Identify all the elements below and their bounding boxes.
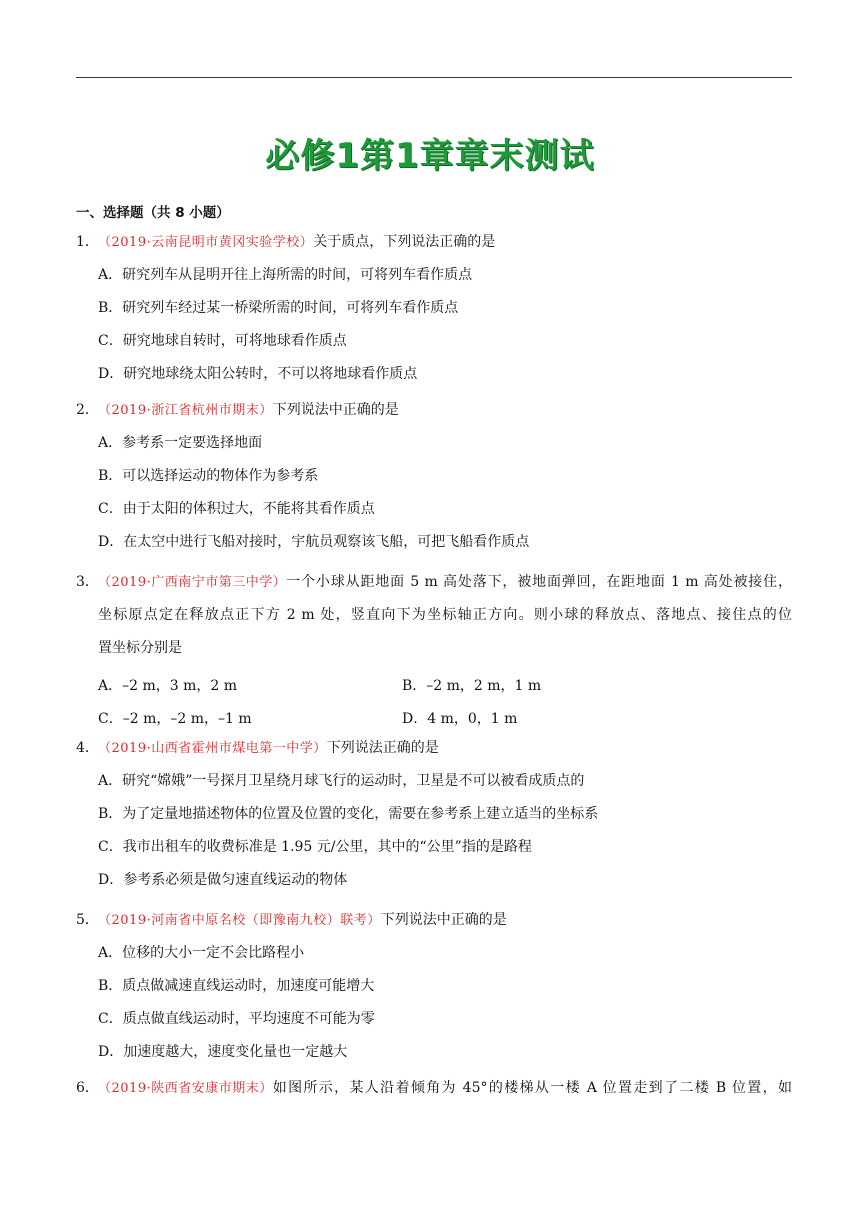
option-b: B．为了定量地描述物体的位置及位置的变化，需要在参考系上建立适当的坐标系 bbox=[98, 806, 599, 822]
question-number: 3． bbox=[76, 574, 99, 590]
question-source: （2019·浙江省杭州市期末） bbox=[98, 403, 273, 418]
question-stem-line-3: 置坐标分别是 bbox=[98, 640, 182, 656]
option-d: D．在太空中进行飞船对接时，宇航员观察该飞船，可把飞船看作质点 bbox=[98, 534, 530, 550]
option-a: A．研究列车从昆明开往上海所需的时间，可将列车看作质点 bbox=[98, 267, 473, 283]
section-heading: 一、选择题（共 8 小题） bbox=[76, 205, 230, 221]
question-stem: 关于质点，下列说法正确的是 bbox=[313, 234, 496, 250]
option-a: A．位移的大小一定不会比路程小 bbox=[98, 945, 305, 961]
option-d: D．参考系必须是做匀速直线运动的物体 bbox=[98, 872, 348, 888]
question-stem-line-1: 一个小球从距地面 5 m 高处落下，被地面弹回，在距地面 1 m 高处被接住， bbox=[286, 574, 792, 590]
question-5 bbox=[76, 904, 792, 1069]
option-a: A．–2 m，3 m，2 m bbox=[98, 678, 238, 694]
option-c: C．我市出租车的收费标准是 1.95 元/公里，其中的“公里”指的是路程 bbox=[98, 839, 532, 855]
question-3 bbox=[76, 566, 792, 665]
question-number: 2． bbox=[76, 402, 99, 418]
option-c: C．由于太阳的体积过大，不能将其看作质点 bbox=[98, 501, 375, 517]
question-4 bbox=[76, 732, 792, 897]
question-6 bbox=[76, 1072, 792, 1105]
question-number: 6． bbox=[76, 1080, 99, 1096]
question-1 bbox=[76, 226, 792, 391]
question-source: （2019·陕西省安康市期末） bbox=[98, 1081, 273, 1096]
question-source: （2019·山西省霍州市煤电第一中学） bbox=[98, 741, 327, 756]
page-title: 必修1第1章章末测试 bbox=[265, 136, 595, 176]
question-stem: 下列说法中正确的是 bbox=[380, 912, 507, 928]
question-source: （2019·河南省中原名校（即豫南九校）联考） bbox=[98, 913, 381, 928]
header-rule bbox=[76, 77, 792, 78]
question-stem: 如图所示，某人沿着倾角为 45°的楼梯从一楼 A 位置走到了二楼 B 位置，如 bbox=[272, 1080, 792, 1096]
option-d: D．加速度越大，速度变化量也一定越大 bbox=[98, 1044, 348, 1060]
question-2 bbox=[76, 394, 792, 559]
option-c: C．研究地球自转时，可将地球看作质点 bbox=[98, 333, 347, 349]
question-source: （2019·云南昆明市黄冈实验学校） bbox=[98, 235, 314, 250]
option-d: D．研究地球绕太阳公转时，不可以将地球看作质点 bbox=[98, 366, 418, 382]
option-b: B．–2 m，2 m，1 m bbox=[402, 678, 542, 694]
question-stem: 下列说法正确的是 bbox=[326, 740, 439, 756]
option-b: B．研究列车经过某一桥梁所需的时间，可将列车看作质点 bbox=[98, 300, 459, 316]
question-stem: 下列说法中正确的是 bbox=[272, 402, 399, 418]
question-number: 5． bbox=[76, 912, 99, 928]
question-number: 1． bbox=[76, 234, 99, 250]
option-b: B．可以选择运动的物体作为参考系 bbox=[98, 468, 319, 484]
question-source: （2019·广西南宁市第三中学） bbox=[98, 575, 287, 590]
option-a: A．参考系一定要选择地面 bbox=[98, 435, 263, 451]
option-a: A．研究“嫦娥”一号探月卫星绕月球飞行的运动时，卫星是不可以被看成质点的 bbox=[98, 773, 585, 789]
question-stem-line-2: 坐标原点定在释放点正下方 2 m 处，竖直向下为坐标轴正方向。则小球的释放点、落地点、接住点的位 bbox=[98, 607, 792, 623]
option-b: B．质点做减速直线运动时，加速度可能增大 bbox=[98, 978, 375, 994]
question-number: 4． bbox=[76, 740, 99, 756]
option-c: C．质点做直线运动时，平均速度不可能为零 bbox=[98, 1011, 375, 1027]
option-c: C．–2 m，–2 m，–1 m bbox=[98, 711, 252, 727]
option-d: D．4 m，0，1 m bbox=[402, 711, 518, 727]
